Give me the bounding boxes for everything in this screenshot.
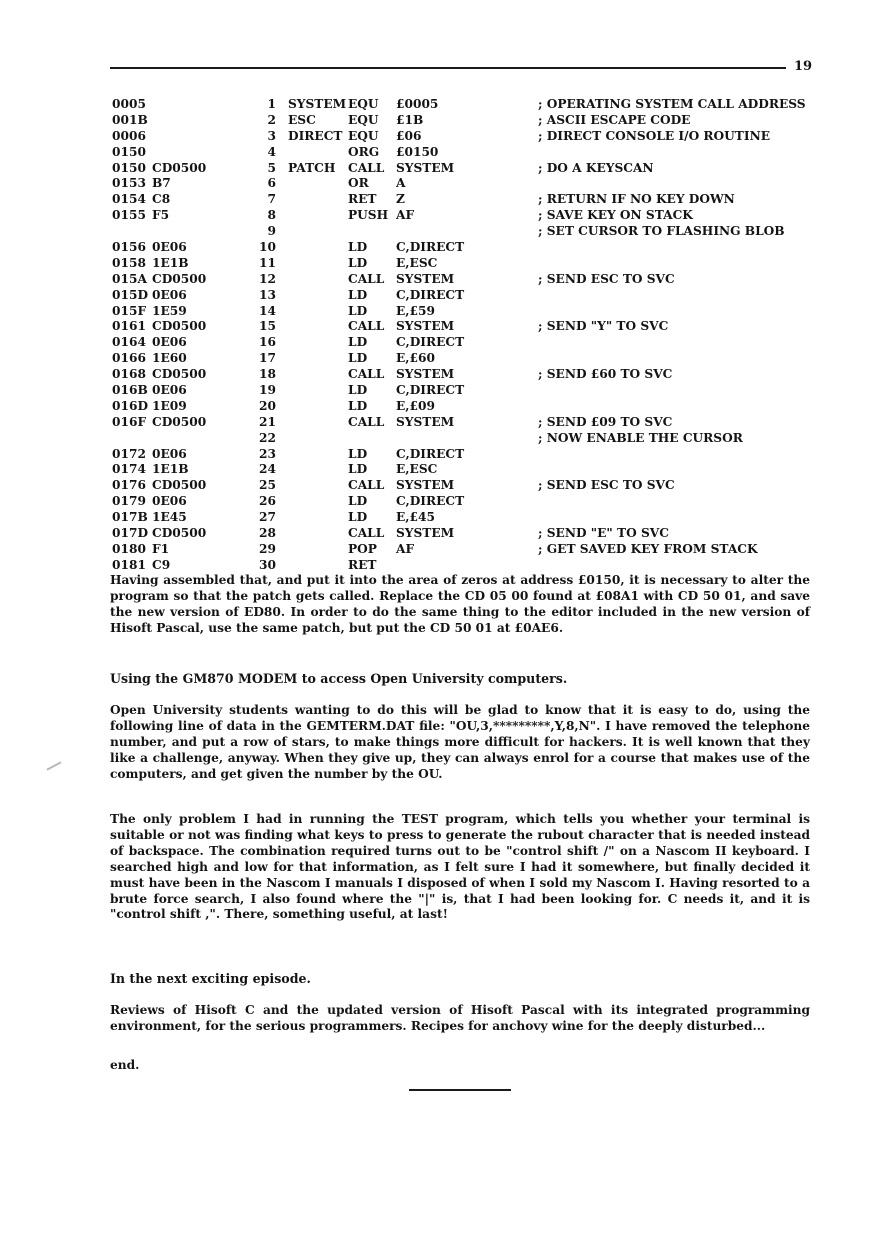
listing-operand: E,ESC [396,255,438,270]
listing-row [110,383,830,399]
paragraph-text: Having assembled that, and put it into the area of zeros at address £0150, it is necessary to alter the program so that the patch gets called. Replace the CD 05 00 found at £08A1 with CD 50 01, and save the new version of ED80. In order to do the same thing to the editor included in the new version of Hisoft Pascal, use the same patch, but put the CD 50 01 at £0AE6. [110,573,810,635]
listing-address: 001B [112,112,148,127]
listing-row [110,399,830,415]
listing-address: 0166 [112,351,146,366]
listing-address: 0150 [112,144,146,159]
listing-line-number: 25 [259,478,276,493]
listing-line-number: 15 [259,319,276,334]
listing-comment: ; SEND ESC TO SVC [538,271,675,286]
listing-opcode: LD [348,303,368,318]
listing-opcode: CALL [348,319,385,334]
assembly-listing [110,97,830,574]
listing-bytes: B7 [152,176,171,191]
listing-operand: £1B [396,112,424,127]
listing-bytes: CD0500 [152,367,207,382]
listing-bytes: CD0500 [152,478,207,493]
listing-opcode: OR [348,176,369,191]
listing-line-number: 16 [259,335,276,350]
paragraph-text: Open University students wanting to do this will be glad to know that it is easy to do, using the following line of data in the GEMTERM.DAT file: "OU,3,*********,Y,8,N". I have removed the telephone number, and put a row of stars, to make things more difficult for hackers. It is well known that they like a challenge, anyway. When they give up, they can always enrol for a course that makes use of the computers, and get given the number by the OU. [110,703,810,781]
listing-operand: £06 [396,128,422,143]
listing-bytes: F5 [152,208,170,223]
listing-line-number: 11 [259,255,276,270]
header-rule [110,67,786,69]
listing-address: 0180 [112,541,146,556]
listing-bytes: 1E45 [152,510,187,525]
listing-line-number: 12 [259,271,276,286]
listing-row [110,367,830,383]
listing-opcode: CALL [348,414,385,429]
listing-line-number: 7 [267,192,276,207]
listing-line-number: 5 [267,160,276,175]
listing-opcode: CALL [348,271,385,286]
heading-next-episode: In the next exciting episode. [110,971,311,986]
listing-row [110,351,830,367]
listing-address: 016B [112,383,148,398]
listing-opcode: LD [348,240,368,255]
listing-opcode: EQU [348,128,379,143]
listing-opcode: LD [348,335,368,350]
listing-label: PATCH [288,160,336,175]
listing-comment: ; ASCII ESCAPE CODE [538,112,691,127]
listing-bytes: 0E06 [152,335,187,350]
listing-comment: ; DO A KEYSCAN [538,160,654,175]
listing-bytes: CD0500 [152,414,207,429]
listing-row [110,176,830,192]
listing-address: 0006 [112,128,146,143]
listing-bytes: CD0500 [152,319,207,334]
listing-row [110,431,830,447]
listing-operand: C,DIRECT [396,383,465,398]
listing-opcode: CALL [348,160,385,175]
listing-comment: ; NOW ENABLE THE CURSOR [538,430,743,445]
listing-operand: C,DIRECT [396,446,465,461]
listing-comment: ; SAVE KEY ON STACK [538,208,693,223]
listing-operand: SYSTEM [396,367,455,382]
paragraph-open-university [110,703,810,783]
listing-comment: ; OPERATING SYSTEM CALL ADDRESS [538,97,806,111]
listing-bytes: 0E06 [152,494,187,509]
listing-row [110,494,830,510]
listing-opcode: LD [348,383,368,398]
listing-operand: E,£45 [396,510,435,525]
listing-bytes: 1E60 [152,351,187,366]
listing-opcode: EQU [348,112,379,127]
end-marker: end. [110,1058,140,1072]
listing-operand: C,DIRECT [396,287,465,302]
listing-operand: SYSTEM [396,478,455,493]
listing-operand: Z [396,192,405,207]
listing-address: 0150 [112,160,146,175]
listing-bytes: CD0500 [152,526,207,541]
listing-line-number: 20 [259,398,276,413]
listing-address: 0155 [112,208,146,223]
listing-row [110,129,830,145]
listing-opcode: LD [348,255,368,270]
listing-comment: ; SEND "E" TO SVC [538,526,669,541]
listing-row [110,526,830,542]
listing-address: 0153 [112,176,146,191]
listing-operand: AF [396,208,415,223]
listing-address: 0154 [112,192,146,207]
listing-opcode: CALL [348,526,385,541]
listing-opcode: LD [348,446,368,461]
listing-row [110,224,830,240]
listing-row [110,145,830,161]
listing-opcode: RET [348,557,377,572]
listing-opcode: CALL [348,478,385,493]
listing-operand: E,ESC [396,462,438,477]
heading-gm870-modem: Using the GM870 MODEM to access Open University computers. [110,671,568,686]
listing-operand: A [396,176,406,191]
page-number: 19 [794,59,813,74]
listing-operand: SYSTEM [396,526,455,541]
listing-address: 0174 [112,462,146,477]
listing-row [110,240,830,256]
listing-row [110,113,830,129]
listing-line-number: 21 [259,414,276,429]
listing-address: 016F [112,414,147,429]
listing-row [110,462,830,478]
listing-line-number: 9 [267,224,276,239]
listing-bytes: 0E06 [152,446,187,461]
listing-row [110,97,830,113]
listing-operand: C,DIRECT [396,240,465,255]
paragraph-text: The only problem I had in running the TEST program, which tells you whether your terminal is suitable or not was finding what keys to press to generate the rubout character that is needed instead of backspace. The combination required turns out to be "control shift /" on a Nascom II keyboard. I searched high and low for that information, as I felt sure I had it somewhere, but finally decided it must have been in the Nascom I manuals I disposed of when I sold my Nascom I. Having resorted to a brute force search, I also found where the "|" is, that I had been looking for. C needs it, and it is "control shift ,". There, something useful, at last! [110,812,810,922]
listing-bytes: 1E1B [152,255,189,270]
listing-address: 0164 [112,335,146,350]
listing-operand: C,DIRECT [396,494,465,509]
listing-line-number: 27 [259,510,276,525]
listing-line-number: 14 [259,303,276,318]
listing-operand: SYSTEM [396,271,455,286]
listing-opcode: LD [348,398,368,413]
listing-operand: SYSTEM [396,414,455,429]
listing-line-number: 18 [259,367,276,382]
paragraph-test-program [110,812,810,923]
listing-label: DIRECT [288,128,343,143]
listing-row [110,161,830,177]
paragraph-next-episode [110,1003,810,1035]
listing-row [110,447,830,463]
listing-bytes: F1 [152,541,170,556]
listing-row [110,208,830,224]
listing-row [110,304,830,320]
listing-row [110,558,830,574]
listing-row [110,335,830,351]
listing-row [110,510,830,526]
listing-comment: ; SEND "Y" TO SVC [538,319,669,334]
listing-line-number: 10 [259,240,276,255]
listing-address: 015F [112,303,147,318]
listing-comment: ; DIRECT CONSOLE I/O ROUTINE [538,128,771,143]
listing-address: 015D [112,287,149,302]
listing-address: 0161 [112,319,146,334]
listing-opcode: LD [348,351,368,366]
listing-comment: ; GET SAVED KEY FROM STACK [538,541,758,556]
listing-address: 0168 [112,367,146,382]
listing-line-number: 24 [259,462,276,477]
listing-address: 0156 [112,240,146,255]
listing-line-number: 2 [267,112,276,127]
listing-opcode: ORG [348,144,380,159]
listing-row [110,272,830,288]
listing-comment: ; SET CURSOR TO FLASHING BLOB [538,224,785,239]
listing-address: 017D [112,526,149,541]
listing-address: 0172 [112,446,146,461]
listing-bytes: CD0500 [152,160,207,175]
listing-line-number: 19 [259,383,276,398]
listing-line-number: 13 [259,287,276,302]
listing-operand: SYSTEM [396,319,455,334]
paragraph-text: Reviews of Hisoft C and the updated version of Hisoft Pascal with its integrated programming environment, for the serious programmers. Recipes for anchovy wine for the deeply disturbed... [110,1003,810,1033]
listing-comment: ; SEND £60 TO SVC [538,367,673,382]
listing-address: 016D [112,398,149,413]
listing-bytes: 1E09 [152,398,187,413]
listing-line-number: 8 [267,208,276,223]
listing-line-number: 30 [259,557,276,572]
listing-line-number: 17 [259,351,276,366]
listing-opcode: EQU [348,97,379,111]
listing-line-number: 29 [259,541,276,556]
listing-comment: ; SEND £09 TO SVC [538,414,673,429]
scan-artifact-mark [46,761,61,770]
listing-bytes: 1E1B [152,462,189,477]
listing-operand: AF [396,541,415,556]
listing-opcode: LD [348,287,368,302]
listing-bytes: 1E59 [152,303,187,318]
listing-row [110,256,830,272]
listing-line-number: 6 [267,176,276,191]
listing-line-number: 23 [259,446,276,461]
listing-opcode: LD [348,494,368,509]
listing-address: 0179 [112,494,146,509]
listing-line-number: 1 [267,97,276,111]
listing-operand: £0150 [396,144,439,159]
listing-bytes: CD0500 [152,271,207,286]
listing-opcode: LD [348,462,368,477]
listing-row [110,415,830,431]
listing-line-number: 4 [267,144,276,159]
listing-line-number: 3 [267,128,276,143]
listing-opcode: POP [348,541,377,556]
listing-bytes: C8 [152,192,171,207]
closing-rule [409,1089,511,1091]
listing-comment: ; SEND ESC TO SVC [538,478,675,493]
listing-operand: SYSTEM [396,160,455,175]
listing-bytes: 0E06 [152,240,187,255]
listing-bytes: 0E06 [152,287,187,302]
listing-comment: ; RETURN IF NO KEY DOWN [538,192,735,207]
listing-line-number: 22 [259,430,276,445]
listing-address: 0005 [112,97,146,111]
listing-opcode: CALL [348,367,385,382]
listing-bytes: 0E06 [152,383,187,398]
listing-address: 017B [112,510,148,525]
listing-row [110,478,830,494]
listing-row [110,288,830,304]
listing-row [110,542,830,558]
listing-label: SYSTEM [288,97,347,111]
listing-opcode: LD [348,510,368,525]
listing-operand: E,£60 [396,351,435,366]
listing-operand: C,DIRECT [396,335,465,350]
listing-address: 0181 [112,557,146,572]
listing-row [110,319,830,335]
listing-operand: £0005 [396,97,439,111]
listing-line-number: 26 [259,494,276,509]
listing-line-number: 28 [259,526,276,541]
listing-opcode: PUSH [348,208,389,223]
listing-row [110,192,830,208]
listing-address: 0158 [112,255,146,270]
listing-label: ESC [288,112,316,127]
listing-address: 0176 [112,478,146,493]
listing-operand: E,£09 [396,398,435,413]
listing-address: 015A [112,271,147,286]
paragraph-patch [110,573,810,637]
listing-bytes: C9 [152,557,171,572]
listing-opcode: RET [348,192,377,207]
listing-operand: E,£59 [396,303,435,318]
